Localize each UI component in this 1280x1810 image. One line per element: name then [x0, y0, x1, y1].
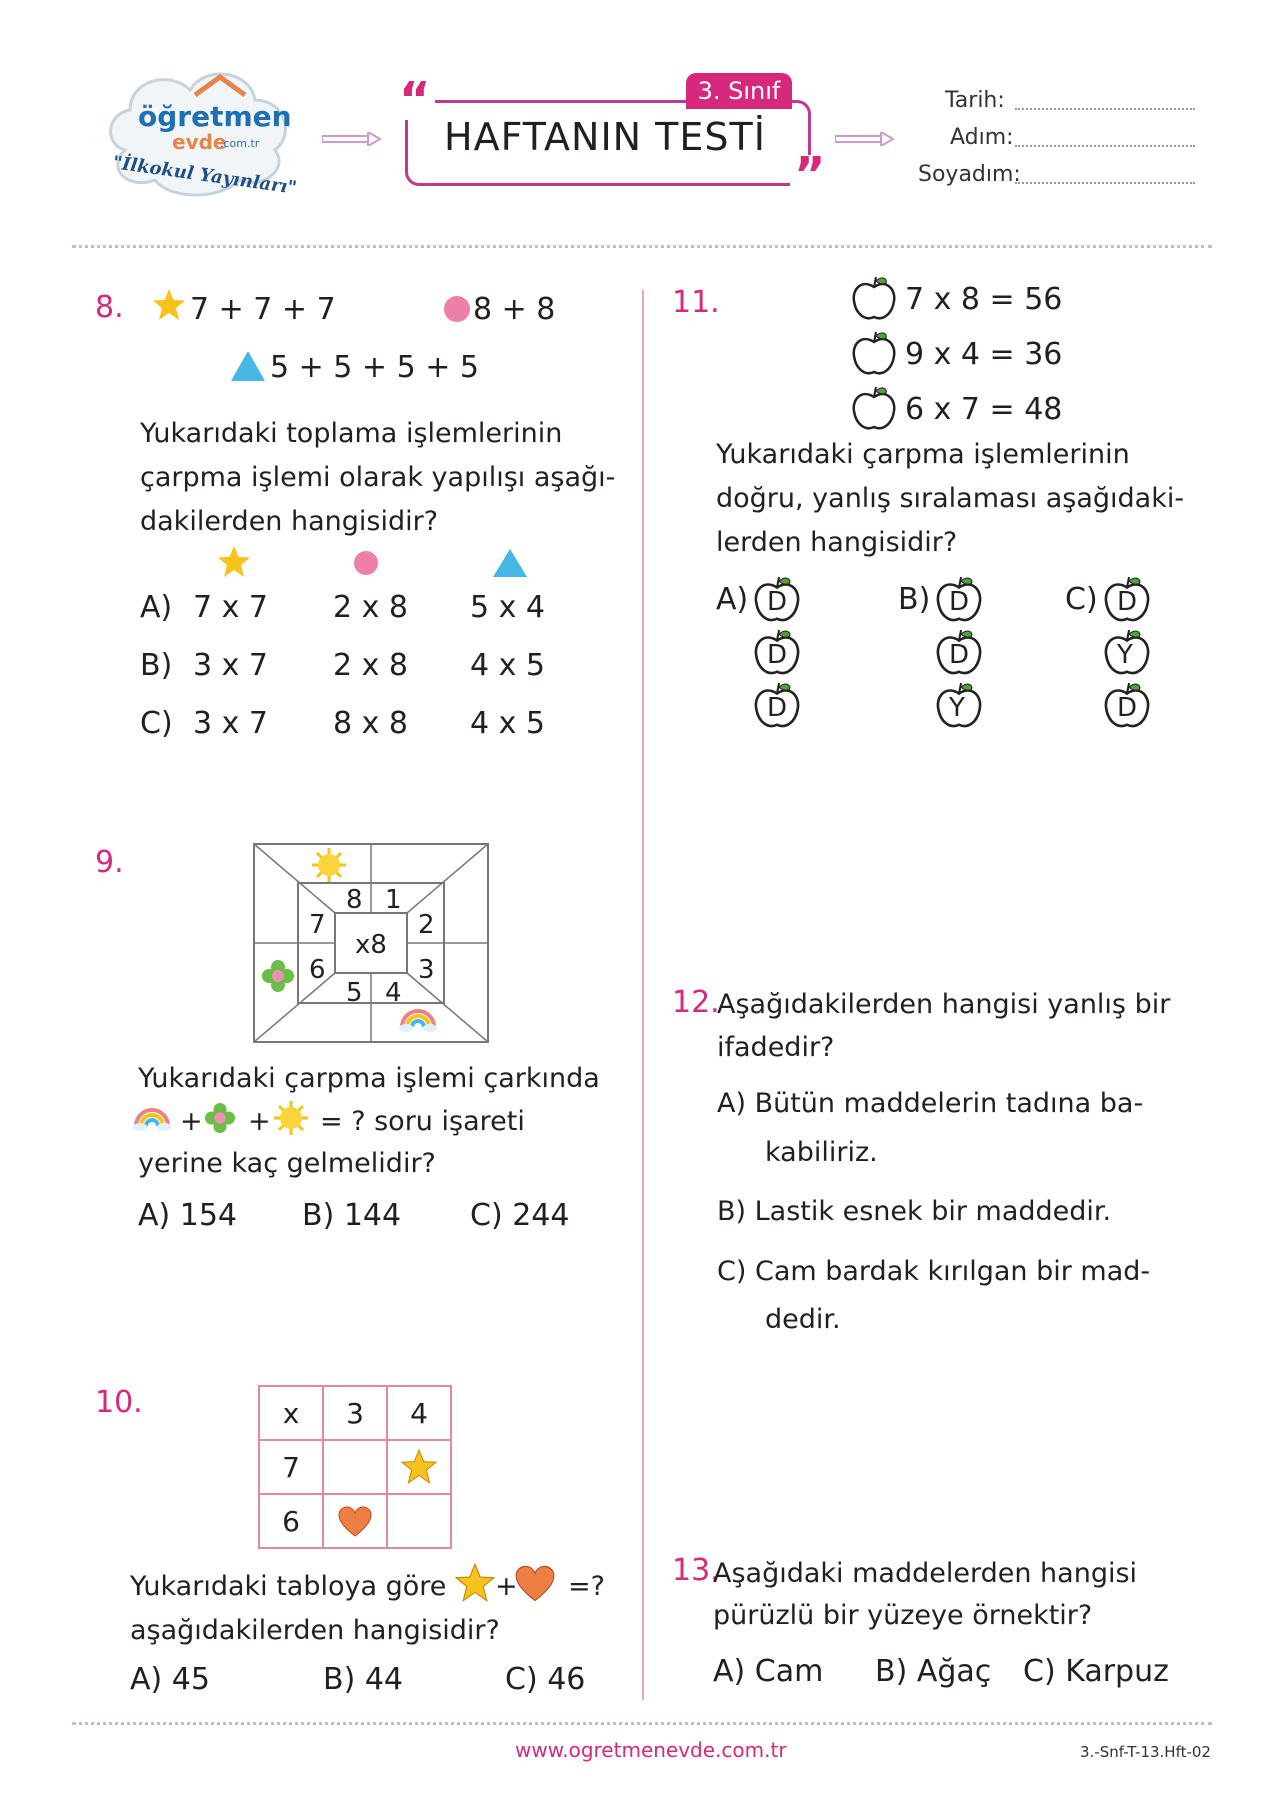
circle-icon — [443, 295, 471, 323]
apple-answer-letter: D — [1117, 693, 1138, 723]
triangle-icon — [492, 548, 528, 578]
apple-answer — [1102, 575, 1152, 625]
table-cell: x — [259, 1386, 323, 1440]
heart-icon — [515, 1565, 555, 1603]
footer-url[interactable]: www.ogretmenevde.com.tr — [515, 1738, 787, 1762]
flower-star-icon — [401, 1449, 437, 1485]
name-field[interactable] — [1015, 145, 1195, 147]
option-star-value: 3 x 7 — [193, 648, 268, 683]
question-9-text-line1: Yukarıdaki çarpma işlemi çarkında — [138, 1063, 600, 1094]
option-line: kabiliriz. — [765, 1137, 878, 1168]
close-quote: ” — [790, 155, 830, 195]
apple-answer — [752, 575, 802, 625]
wheel-number: 6 — [309, 955, 326, 985]
option-star-value: 7 x 7 — [193, 590, 268, 625]
question-10-option-a[interactable]: A) 45 — [130, 1662, 210, 1697]
option-line: C) Cam bardak kırılgan bir mad- — [717, 1256, 1151, 1287]
question-8-text-line1: Yukarıdaki toplama işlemlerinin — [140, 418, 563, 449]
apple-answer-letter: D — [949, 640, 970, 670]
option-star-value: 3 x 7 — [193, 706, 268, 741]
heart-icon — [338, 1506, 372, 1538]
arrow-right-icon — [835, 132, 895, 146]
sun-icon — [273, 1100, 309, 1136]
wheel-number: 2 — [418, 910, 435, 940]
triangle-icon — [230, 350, 266, 382]
table-cell: 7 — [259, 1440, 323, 1494]
question-11-option-b[interactable]: B) — [898, 582, 931, 617]
question-13-option-c[interactable]: C) Karpuz — [1023, 1654, 1169, 1689]
apple-answer — [934, 628, 984, 678]
surname-label: Soyadım: — [918, 162, 1021, 187]
option-circle-value: 2 x 8 — [333, 648, 408, 683]
plus-sign: + — [248, 1106, 271, 1137]
wheel-center: x8 — [355, 930, 387, 960]
option-circle-value: 2 x 8 — [333, 590, 408, 625]
apple-icon — [850, 385, 898, 433]
apple-answer — [934, 681, 984, 731]
sun-icon — [311, 847, 347, 883]
footer-code: 3.-Snf-T-13.Hft-02 — [1080, 1743, 1211, 1761]
date-label: Tarih: — [945, 88, 1005, 113]
table-cell: 3 — [323, 1386, 387, 1440]
plus-sign: + — [180, 1106, 203, 1137]
question-11-text-line2: doğru, yanlış sıralaması aşağıdaki- — [716, 483, 1185, 514]
question-12-text-line2: ifadedir? — [717, 1032, 835, 1063]
multiplication-table — [258, 1385, 452, 1549]
apple-answer-letter: D — [767, 640, 788, 670]
question-9-text-line2: = ? soru işareti — [320, 1106, 525, 1137]
question-11-option-c[interactable]: C) — [1065, 582, 1098, 617]
flower-icon — [205, 1103, 235, 1133]
apple-answer-letter: D — [949, 587, 970, 617]
option-line: B) Lastik esnek bir maddedir. — [717, 1196, 1112, 1227]
table-cell-heart — [323, 1494, 387, 1548]
apple-answer — [1102, 681, 1152, 731]
question-11-number: 11. — [672, 285, 720, 320]
question-9-option-c[interactable]: C) 244 — [470, 1198, 570, 1233]
grade-badge: 3. Sınıf — [686, 73, 792, 109]
question-13-text-line1: Aşağıdaki maddelerden hangisi — [713, 1558, 1138, 1589]
wheel-number: 7 — [309, 910, 326, 940]
triangle-expression: 5 + 5 + 5 + 5 — [270, 350, 479, 385]
apple-icon — [850, 330, 898, 378]
logo-line2: evde — [172, 130, 227, 154]
apple-answer-letter: Y — [949, 693, 965, 723]
footer-divider — [72, 1722, 1212, 1725]
question-11-text-line3: lerden hangisidir? — [716, 527, 958, 558]
question-10-text-line1: Yukarıdaki tabloya göre — [130, 1571, 447, 1602]
question-11-option-a[interactable]: A) — [716, 582, 749, 617]
option-triangle-value: 4 x 5 — [470, 706, 545, 741]
flower-icon — [262, 960, 294, 992]
question-8-text-line2: çarpma işlemi olarak yapılışı aşağı- — [140, 462, 616, 493]
apple-answer-letter: D — [1117, 587, 1138, 617]
wheel-number: 4 — [385, 978, 402, 1008]
logo — [100, 55, 300, 205]
wheel-number: 5 — [346, 978, 363, 1008]
wheel-number: 8 — [346, 885, 363, 915]
name-label: Adım: — [950, 125, 1014, 150]
apple-answer-letter: D — [767, 693, 788, 723]
question-13-option-a[interactable]: A) Cam — [713, 1654, 824, 1689]
page-title: HAFTANIN TESTİ — [444, 115, 766, 159]
plus-sign: + — [495, 1571, 518, 1602]
option-letter: B) — [140, 648, 173, 683]
question-11-text-line1: Yukarıdaki çarpma işlemlerinin — [716, 439, 1130, 470]
rainbow-icon — [398, 1003, 438, 1033]
apple-answer — [752, 628, 802, 678]
column-divider — [642, 290, 644, 1700]
question-9-number: 9. — [95, 845, 124, 880]
question-13-number: 13. — [672, 1553, 720, 1588]
option-triangle-value: 5 x 4 — [470, 590, 545, 625]
star-icon — [217, 545, 251, 579]
option-letter: C) — [140, 706, 173, 741]
option-letter: A) — [140, 590, 173, 625]
open-quote: “ — [395, 80, 435, 120]
question-10-number: 10. — [95, 1385, 143, 1420]
circle-expression: 8 + 8 — [473, 292, 556, 327]
equals-question: =? — [568, 1571, 605, 1602]
question-9-option-b[interactable]: B) 144 — [302, 1198, 402, 1233]
apple-answer-letter: D — [767, 587, 788, 617]
question-9-option-a[interactable]: A) 154 — [138, 1198, 238, 1233]
table-cell: 6 — [259, 1494, 323, 1548]
circle-icon — [353, 550, 379, 576]
table-cell — [323, 1440, 387, 1494]
apple-icon — [850, 275, 898, 323]
apple-answer — [934, 575, 984, 625]
question-13-text-line2: pürüzlü bir yüzeye örnektir? — [713, 1600, 1093, 1631]
star-expression: 7 + 7 + 7 — [190, 292, 336, 327]
apple-answer — [1102, 628, 1152, 678]
table-cell-star — [387, 1440, 451, 1494]
logo-line1: öğretmen — [138, 100, 292, 133]
wheel-number: 3 — [418, 955, 435, 985]
rainbow-icon — [132, 1102, 172, 1132]
surname-field[interactable] — [1015, 182, 1195, 184]
table-cell — [387, 1494, 451, 1548]
flower-star-icon — [455, 1563, 495, 1603]
apple-answer — [752, 681, 802, 731]
arrow-right-icon — [322, 132, 382, 146]
logo-tagline: "İlkokul Yayınları" — [111, 152, 299, 199]
table-cell: 4 — [387, 1386, 451, 1440]
equation-3: 6 x 7 = 48 — [905, 392, 1063, 427]
question-12-text-line1: Aşağıdakilerden hangisi yanlış bir — [717, 989, 1171, 1020]
star-icon — [152, 288, 186, 322]
header-divider — [72, 245, 1212, 248]
logo-domain: .com.tr — [220, 137, 260, 150]
question-8-number: 8. — [95, 290, 124, 325]
equation-2: 9 x 4 = 36 — [905, 337, 1063, 372]
option-line: A) Bütün maddelerin tadına ba- — [717, 1088, 1144, 1119]
equation-1: 7 x 8 = 56 — [905, 282, 1063, 317]
option-circle-value: 8 x 8 — [333, 706, 408, 741]
question-9-text-line3: yerine kaç gelmelidir? — [138, 1148, 436, 1179]
question-13-option-b[interactable]: B) Ağaç — [875, 1654, 992, 1689]
apple-answer-letter: Y — [1117, 640, 1133, 670]
question-10-option-c[interactable]: C) 46 — [505, 1662, 586, 1697]
wheel-number: 1 — [385, 885, 402, 915]
option-line: dedir. — [765, 1304, 841, 1335]
date-field[interactable] — [1015, 108, 1195, 110]
question-8-text-line3: dakilerden hangisidir? — [140, 506, 439, 537]
option-triangle-value: 4 x 5 — [470, 648, 545, 683]
question-12-number: 12. — [672, 985, 720, 1020]
question-10-text-line2: aşağıdakilerden hangisidir? — [130, 1615, 500, 1646]
question-10-option-b[interactable]: B) 44 — [323, 1662, 403, 1697]
